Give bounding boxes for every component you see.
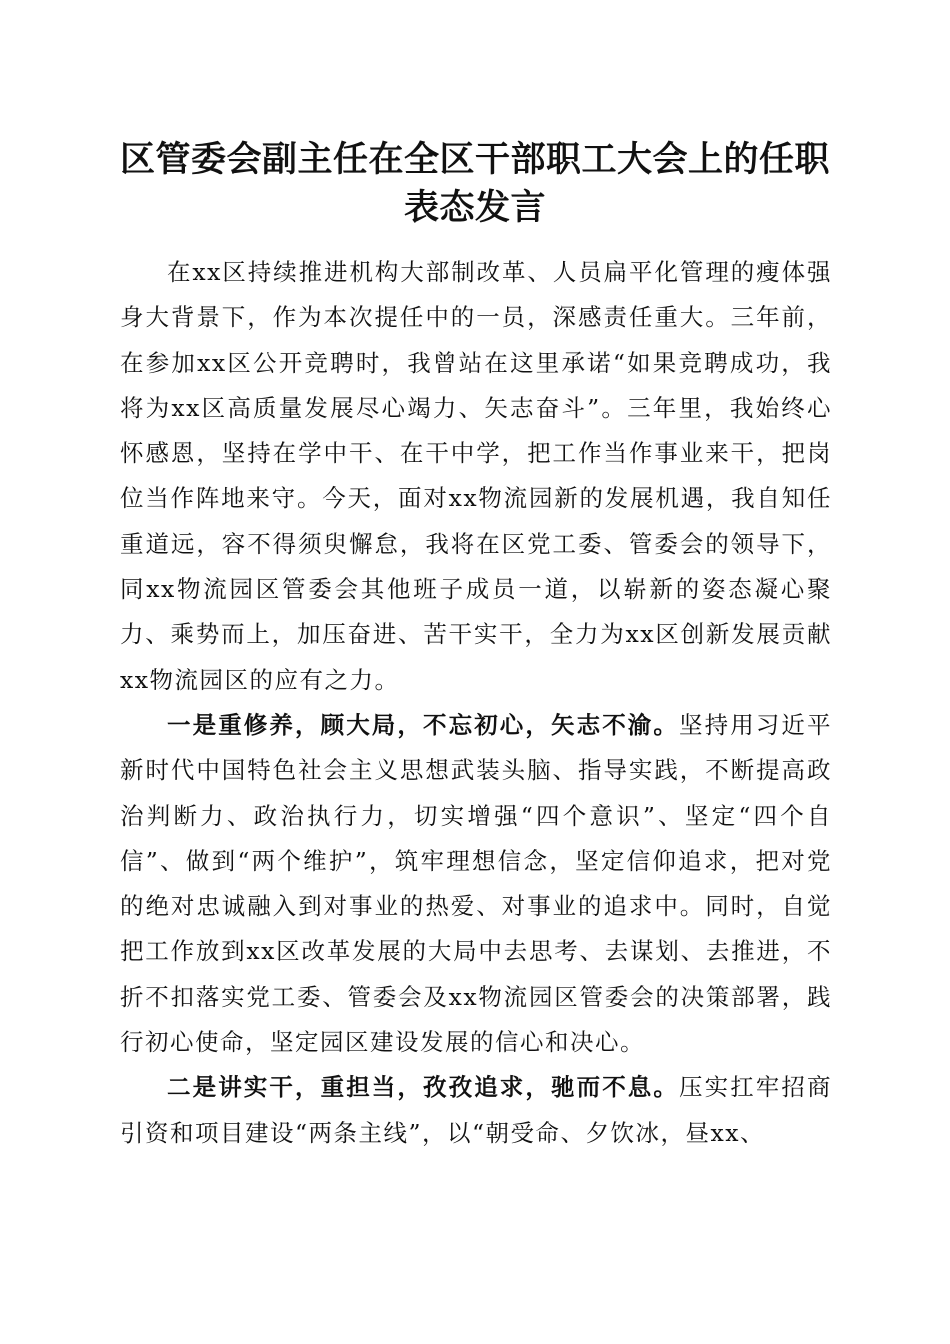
paragraph-text: 在xx区持续推进机构大部制改革、人员扁平化管理的瘦体强身大背景下，作为本次提任中的一员，深感责任重大。三年前，在参加xx区公开竞聘时，我曾站在这里承诺“如果竞聘成功，我将为xx区高质量发展尽心竭力、矢志奋斗”。三年里，我始终心怀感恩，坚持在学中干、在干中学，把工作当作事业来干，把岗位当作阵地来守。今天，面对xx物流园新的发展机遇，我自知任重道远，容不得须臾懈怠，我将在区党工委、管委会的领导下，同xx物流园区管委会其他班子成员一道，以崭新的姿态凝心聚力、乘势而上，加压奋进、苦干实干，全力为xx区创新发展贡献xx物流园区的应有之力。	[120, 258, 832, 694]
document-title-line-1: 区管委会副主任在全区干部职工大会上的任职	[119, 139, 830, 180]
paragraph-intro	[120, 250, 832, 703]
paragraph-point-2	[120, 1065, 832, 1156]
paragraph-lead: 一是重修养，顾大局，不忘初心，矢志不渝。	[167, 710, 679, 739]
paragraph-text: 压实扛牢招商引资和项目建设“两条主线”，以“朝受命、夕饮冰，昼xx、	[120, 1073, 832, 1147]
document-body	[120, 250, 832, 1156]
paragraph-lead: 二是讲实干，重担当，孜孜追求，驰而不息。	[167, 1073, 679, 1102]
paragraph-point-1	[120, 703, 832, 1065]
document-title-line-2: 表态发言	[403, 187, 546, 228]
paragraph-text: 坚持用习近平新时代中国特色社会主义思想武装头脑、指导实践，不断提高政治判断力、政治执行力，切实增强“四个意识”、坚定“四个自信”、做到“两个维护”，筑牢理想信念，坚定信仰追求，把对党的绝对忠诚融入到对事业的热爱、对事业的追求中。同时，自觉把工作放到xx区改革发展的大局中去思考、去谋划、去推进，不折不扣落实党工委、管委会及xx物流园区管委会的决策部署，践行初心使命，坚定园区建设发展的信心和决心。	[120, 710, 832, 1057]
